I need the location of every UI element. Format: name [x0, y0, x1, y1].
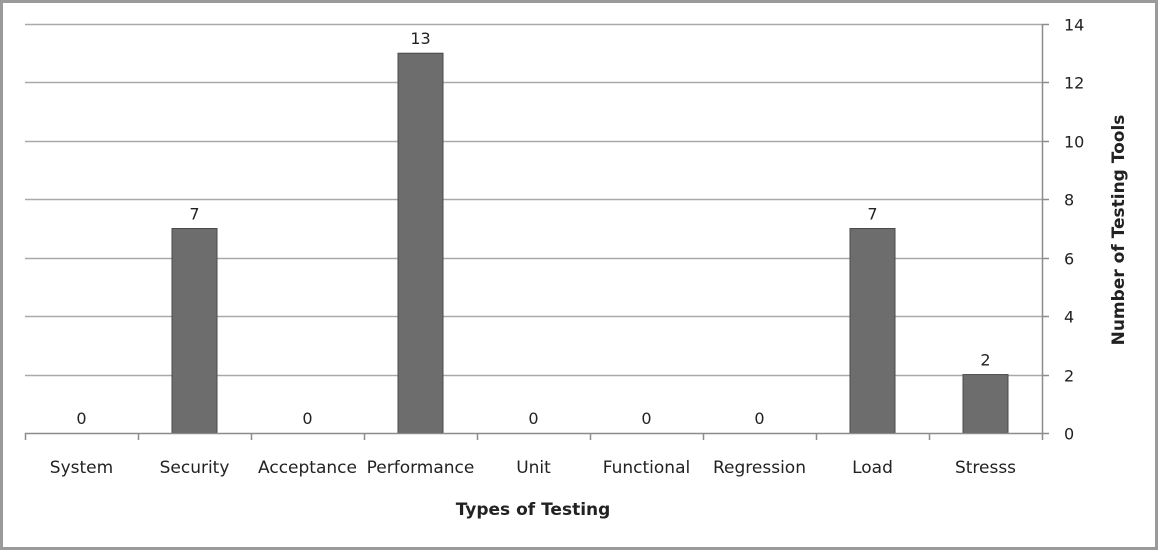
category-label: Load [852, 458, 893, 478]
category-label: Acceptance [258, 458, 357, 478]
data-label: 0 [754, 409, 765, 428]
y-tick-label: 6 [1064, 249, 1075, 269]
data-label: 13 [410, 29, 431, 49]
data-label: 0 [641, 409, 652, 428]
category-label: Security [159, 458, 230, 478]
data-label: 2 [980, 350, 991, 370]
x-axis-title: Types of Testing [455, 500, 611, 520]
data-label: 7 [189, 204, 200, 224]
data-label: 0 [302, 409, 313, 428]
y-tick-label: 4 [1064, 307, 1075, 327]
category-label: Unit [516, 458, 551, 478]
y-tick-label: 8 [1064, 190, 1075, 210]
y-tick-label: 2 [1064, 366, 1075, 386]
category-label: Functional [602, 458, 691, 478]
y-tick-label: 0 [1064, 424, 1075, 444]
data-label: 0 [76, 409, 87, 428]
bar-security [172, 229, 217, 434]
y-axis-title: Number of Testing Tools [1109, 114, 1129, 346]
bar-performance [398, 53, 443, 433]
category-label: Stresss [954, 458, 1017, 478]
category-label: Regression [713, 458, 806, 478]
y-tick-label: 10 [1064, 132, 1085, 152]
category-label: Performance [366, 458, 475, 478]
data-label: 7 [867, 204, 878, 224]
data-label: 0 [528, 409, 539, 428]
bar-load [850, 229, 895, 434]
category-label: System [49, 458, 114, 478]
y-tick-label: 12 [1064, 73, 1085, 93]
bar-stresss [963, 375, 1008, 433]
y-tick-label: 14 [1064, 15, 1085, 35]
